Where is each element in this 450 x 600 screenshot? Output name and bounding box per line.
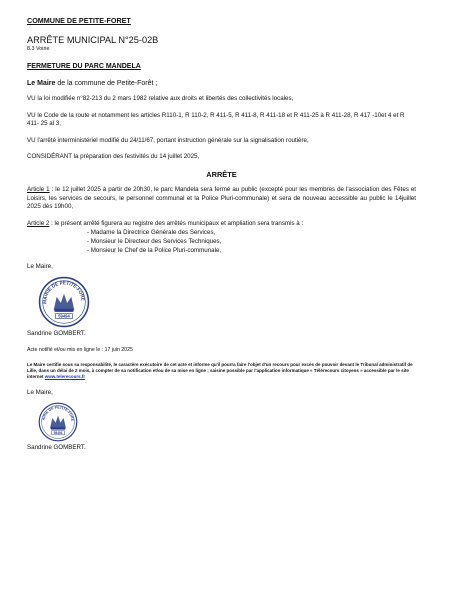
recipient-item: - Madame la Directrice Générale des Services, xyxy=(87,229,216,237)
article-1-text: : le 12 juillet 2025 à partir de 20h30, le parc Mandela sera fermé au public (excepté pour les membres de l'association des Fêtes et Loisirs, les services de secours, le personnel communal et la Police Pluri-communale) et sera de nouveau accessible au public le 14juillet 2025 dès 19h00, xyxy=(27,186,416,211)
signature-title: Le Maire, xyxy=(27,263,53,271)
maire-intro xyxy=(27,79,416,89)
signature-block-1 xyxy=(27,263,416,338)
arrete-subject: FERMETURE DU PARC MANDELA xyxy=(27,62,141,70)
commune-name: COMMUNE DE PETITE-FORET xyxy=(27,16,131,25)
article-2-label: Article 2 xyxy=(27,219,50,227)
mairie-seal-icon xyxy=(38,276,90,328)
legal-notice-text: Le Maire certifie sous sa responsabilité, le caractère exécutoire de cet acte et informe qu'il pourra faire l'objet d'un recours pour excès de pouvoir devant le Tribunal administratif de Lille, dans un délai de 2 mois, à compter de sa notification et/ou de sa mise en ligne ; saisine possible par l'application informatique « Télérecours citoyens » accessible par le site internet xyxy=(27,362,413,380)
arrete-heading: ARRÊTE xyxy=(206,170,237,180)
recipient-item: - Monsieur le Directeur des Services Techniques, xyxy=(87,237,222,245)
vu-clause-1: VU la loi modifiée n°82-213 du 2 mars 1982 relative aux droits et libertés des collectivités locales, xyxy=(27,95,294,103)
online-notice: Acte notifié et/ou mis en ligne le : 17 juin 2025 xyxy=(27,347,133,354)
recipient-item: - Monsieur le Chef de la Police Pluri-communale, xyxy=(87,246,222,254)
maire-intro-rest: de la commune de Petite-Forêt ; xyxy=(55,79,158,87)
maire-intro-bold: Le Maire xyxy=(27,79,56,87)
article-2 xyxy=(27,220,416,229)
legal-notice xyxy=(27,362,416,380)
mairie-seal-icon xyxy=(38,402,78,442)
considerant-clause: CONSIDÉRANT la préparation des festivités du 14 juillet 2025, xyxy=(27,153,200,161)
article-1-label: Article 1 xyxy=(27,186,50,194)
vu-clause-2: VU le Code de la route et notamment les articles R110-1, R 110-2, R 411-5, R 411-8, R 411-18 et R 411-25 à R 411-28, R 417 -10et 4 et R 411- 25 al 3, xyxy=(27,111,405,128)
vu-clause-3: VU l'arrêté interministériel modifié du 24/11/67, portant instruction générale sur la signalisation routière, xyxy=(27,136,309,144)
arrete-category: 8.3 Voirie xyxy=(27,45,50,52)
recipient-list xyxy=(27,229,416,255)
svg-text:59494: 59494 xyxy=(58,313,70,319)
svg-text:59494: 59494 xyxy=(53,430,63,435)
telerecours-link[interactable]: www.telerecours.fr xyxy=(44,374,86,380)
arrete-number: ARRÊTE MUNICIPAL N°25-02B xyxy=(27,34,159,45)
article-1 xyxy=(27,186,416,212)
signature-title: Le Maire, xyxy=(27,389,53,397)
svg-text:MAIRIE DE PETITE-FORET: MAIRIE DE PETITE-FORE xyxy=(42,279,86,304)
svg-text:MAIRIE DE PETITE-FORET: AIRIE DE PETITE-FORE xyxy=(41,405,75,422)
signature-block-2 xyxy=(27,389,416,452)
signer-name: Sandrine GOMBERT. xyxy=(27,443,86,451)
article-2-text: : le présent arrêté figurera au registre des arrêtés municipaux et ampliation sera transmis à : xyxy=(49,219,304,227)
signer-name: Sandrine GOMBERT. xyxy=(27,329,86,337)
